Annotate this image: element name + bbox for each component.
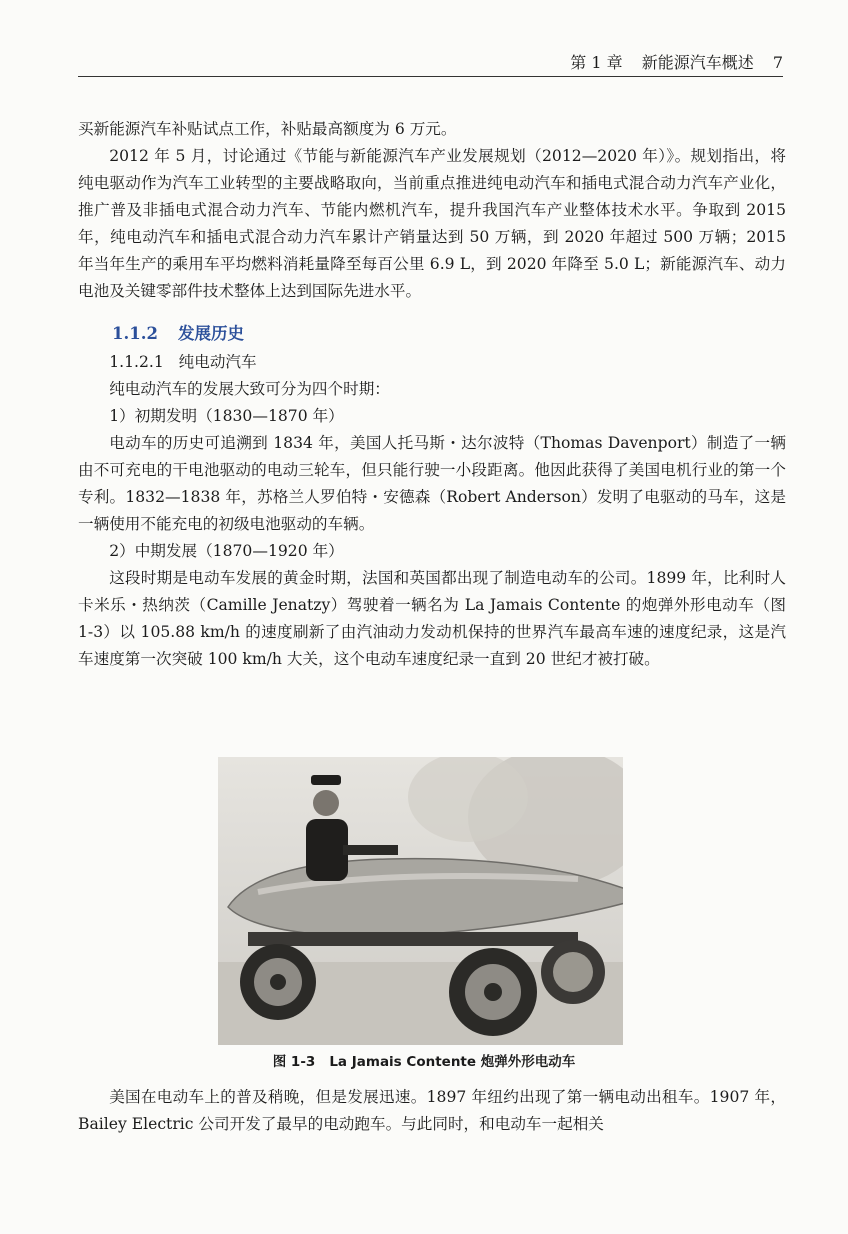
driver-cap — [311, 775, 341, 785]
header-divider — [78, 76, 783, 77]
subsection-number: 1.1.2.1 — [109, 353, 164, 371]
chapter-number: 第 1 章 — [570, 53, 623, 72]
period2-title: 2）中期发展（1870—1920 年） — [109, 542, 344, 560]
subsection-heading — [78, 349, 786, 376]
page-number: 7 — [772, 53, 783, 72]
subsection-title: 纯电动汽车 — [178, 353, 257, 371]
figure-label: 图 1-3 — [272, 1054, 316, 1070]
car-illustration — [218, 757, 623, 1045]
period1-text: 电动车的历史可追溯到 1834 年，美国人托马斯・达尔波特（Thomas Davenport）制造了一辆由不可充电的干电池驱动的电动三轮车，但只能行驶一小段距离。他因此获得了美国电机行业的第一个专利。1832—1838 年，苏格兰人罗伯特・安德森（Robert Anderson）发明了电驱动的马车，这是一辆使用不能充电的初级电池驱动的车辆。 — [78, 434, 786, 533]
figure-car-photo — [218, 757, 623, 1045]
chassis — [248, 932, 578, 946]
section-heading — [78, 319, 786, 349]
intro-text: 纯电动汽车的发展大致可分为四个时期： — [109, 380, 390, 398]
far-wheel — [541, 940, 605, 1004]
rear-wheel — [240, 944, 316, 1020]
figure-caption-text: La Jamais Contente 炮弹外形电动车 — [329, 1054, 576, 1070]
main-text — [78, 116, 786, 673]
period2-text: 这段时期是电动车发展的黄金时期，法国和英国都出现了制造电动车的公司。1899 年，比利时人卡米乐・热纳茨（Camille Jenatzy）驾驶着一辆名为 La Jamais Contente 的炮弹外形电动车（图 1-3）以 105.88 km/h 的速度刷新了由汽油动力发动机保持的世界汽车最高车速的速度纪录，这是汽车速度第一次突破 100 km/h 大关，这个电动车速度纪录一直到 20 世纪才被打破。 — [78, 569, 786, 668]
paragraph-us-ev: 美国在电动车上的普及稍晚，但是发展迅速。1897 年纽约出现了第一辆电动出租车。1907 年，Bailey Electric 公司开发了最早的电动跑车。与此同时，和电动车一起相关 — [78, 1088, 786, 1133]
section-number: 1.1.2 — [112, 324, 158, 343]
front-wheel — [449, 948, 537, 1036]
continued-text — [78, 1084, 786, 1138]
driver-head — [313, 790, 339, 816]
chapter-title: 新能源汽车概述 — [641, 53, 754, 72]
paragraph-continued: 买新能源汽车补贴试点工作，补贴最高额度为 6 万元。 — [78, 120, 457, 138]
running-header — [78, 50, 783, 76]
driver-body — [306, 819, 348, 881]
figure-caption — [0, 1050, 848, 1070]
paragraph-plan-2012: 2012 年 5 月，讨论通过《节能与新能源汽车产业发展规划（2012—2020 年）》。规划指出，将纯电驱动作为汽车工业转型的主要战略取向，当前重点推进纯电动汽车和插电式混合动力汽车产业化，推广普及非插电式混合动力汽车、节能内燃机汽车，提升我国汽车产业整体技术水平。争取到 2015 年，纯电动汽车和插电式混合动力汽车累计产销量达到 50 万辆，到 2020 年超过 500 万辆；2015 年当年生产的乘用车平均燃料消耗量降至每百公里 6.9 L，到 2020 年降至 5.0 L；新能源汽车、动力电池及关键零部件技术整体上达到国际先进水平。 — [78, 147, 786, 300]
steering-arm — [343, 845, 398, 855]
section-title: 发展历史 — [177, 324, 244, 343]
period1-title: 1）初期发明（1830—1870 年） — [109, 407, 344, 425]
